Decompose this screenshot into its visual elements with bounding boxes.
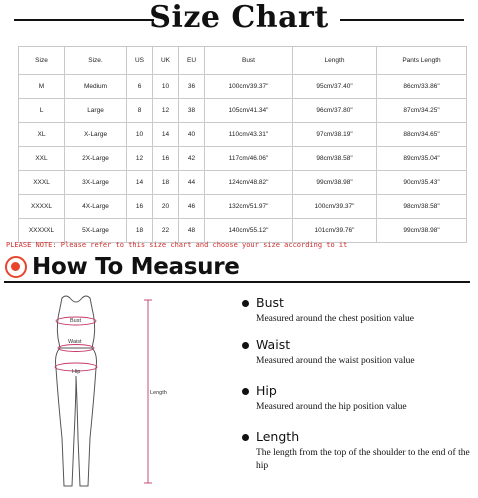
table-cell: 117cm/46.06" (205, 147, 293, 171)
title-rule-right (340, 19, 464, 21)
table-cell: 110cm/43.31" (205, 123, 293, 147)
table-cell: 20 (153, 195, 179, 219)
table-cell: 100cm/39.37" (205, 75, 293, 99)
table-cell: XXXXXL (19, 219, 65, 243)
table-cell: 6 (127, 75, 153, 99)
table-cell: 10 (127, 123, 153, 147)
figure-label-length: Length (150, 390, 167, 396)
table-cell: 86cm/33.86" (377, 75, 467, 99)
measure-description: Measured around the waist position value (256, 356, 415, 366)
table-cell: M (19, 75, 65, 99)
figure-label-hip: Hip (72, 369, 81, 375)
bullet-icon (242, 300, 249, 307)
table-row (19, 123, 467, 147)
measure-label: Hip (256, 383, 277, 398)
table-cell: 89cm/35.04" (377, 147, 467, 171)
table-cell: Medium (65, 75, 127, 99)
section-title: How To Measure (32, 254, 240, 280)
table-cell: 12 (153, 99, 179, 123)
table-cell: 98cm/38.58" (377, 195, 467, 219)
table-cell: XXL (19, 147, 65, 171)
table-cell: 100cm/39.37" (293, 195, 377, 219)
target-icon (5, 256, 27, 278)
measure-description: Measured around the hip position value (256, 402, 407, 412)
list-item-length (242, 430, 476, 480)
table-cell: Large (65, 99, 127, 123)
table-cell: 2X-Large (65, 147, 127, 171)
measure-label: Length (256, 429, 300, 444)
bullet-icon (242, 342, 249, 349)
table-cell: 3X-Large (65, 171, 127, 195)
bullet-icon (242, 434, 249, 441)
column-header: UK (153, 47, 179, 75)
table-cell: 97cm/38.19" (293, 123, 377, 147)
table-cell: 95cm/37.40" (293, 75, 377, 99)
table-row (19, 171, 467, 195)
table-cell: 124cm/48.82" (205, 171, 293, 195)
table-cell: 18 (127, 219, 153, 243)
table-cell: XXXXL (19, 195, 65, 219)
table-cell: 98cm/38.58" (293, 147, 377, 171)
table-cell: X-Large (65, 123, 127, 147)
table-cell: 16 (153, 147, 179, 171)
table-cell: 99cm/38.98" (293, 171, 377, 195)
table-cell: 48 (179, 219, 205, 243)
table-cell: 140cm/55.12" (205, 219, 293, 243)
table-cell: 132cm/51.97" (205, 195, 293, 219)
column-header: US (127, 47, 153, 75)
table-cell: 96cm/37.80" (293, 99, 377, 123)
table-cell: 101cm/39.76" (293, 219, 377, 243)
table-cell: 40 (179, 123, 205, 147)
table-cell: 5X-Large (65, 219, 127, 243)
table-row (19, 147, 467, 171)
column-header: EU (179, 47, 205, 75)
table-cell: 4X-Large (65, 195, 127, 219)
table-cell: 42 (179, 147, 205, 171)
table-header-row (19, 47, 467, 75)
table-cell: 88cm/34.65" (377, 123, 467, 147)
list-item-bust (242, 296, 476, 332)
table-cell: 46 (179, 195, 205, 219)
measure-description: Measured around the chest position value (256, 314, 415, 324)
table-cell: 10 (153, 75, 179, 99)
table-cell: 14 (127, 171, 153, 195)
table-cell: 18 (153, 171, 179, 195)
table-cell: XXXL (19, 171, 65, 195)
column-header: Length (293, 47, 377, 75)
figure-label-bust: Bust (70, 318, 82, 324)
measure-label: Waist (256, 337, 291, 352)
section-rule (4, 281, 470, 283)
table-cell: 87cm/34.25" (377, 99, 467, 123)
table-cell: 99cm/38.98" (377, 219, 467, 243)
table-row (19, 99, 467, 123)
figure-label-waist: Waist (68, 339, 82, 345)
list-item-hip (242, 384, 476, 420)
size-note: PLEASE NOTE: Please refer to this size chart and choose your size according to it (6, 241, 348, 249)
table-cell: 14 (153, 123, 179, 147)
table-cell: 36 (179, 75, 205, 99)
table-cell: 44 (179, 171, 205, 195)
table-row (19, 219, 467, 243)
measure-label: Bust (256, 295, 284, 310)
table-cell: 105cm/41.34" (205, 99, 293, 123)
column-header: Bust (205, 47, 293, 75)
table-cell: XL (19, 123, 65, 147)
table-row (19, 75, 467, 99)
page-title: Size Chart (149, 0, 329, 35)
jumpsuit-outline-icon (40, 288, 230, 493)
table-cell: 22 (153, 219, 179, 243)
measurement-figure (40, 288, 230, 493)
size-chart-table (18, 46, 467, 243)
column-header: Pants Length (377, 47, 467, 75)
table-cell: 38 (179, 99, 205, 123)
list-item-waist (242, 338, 476, 374)
column-header: Size (19, 47, 65, 75)
table-cell: 16 (127, 195, 153, 219)
measure-description: The length from the top of the shoulder to the end of the hip (256, 448, 470, 471)
table-cell: 12 (127, 147, 153, 171)
table-cell: L (19, 99, 65, 123)
table-cell: 90cm/35.43" (377, 171, 467, 195)
title-banner (0, 0, 478, 40)
table-cell: 8 (127, 99, 153, 123)
bullet-icon (242, 388, 249, 395)
table-row (19, 195, 467, 219)
column-header: Size. (65, 47, 127, 75)
